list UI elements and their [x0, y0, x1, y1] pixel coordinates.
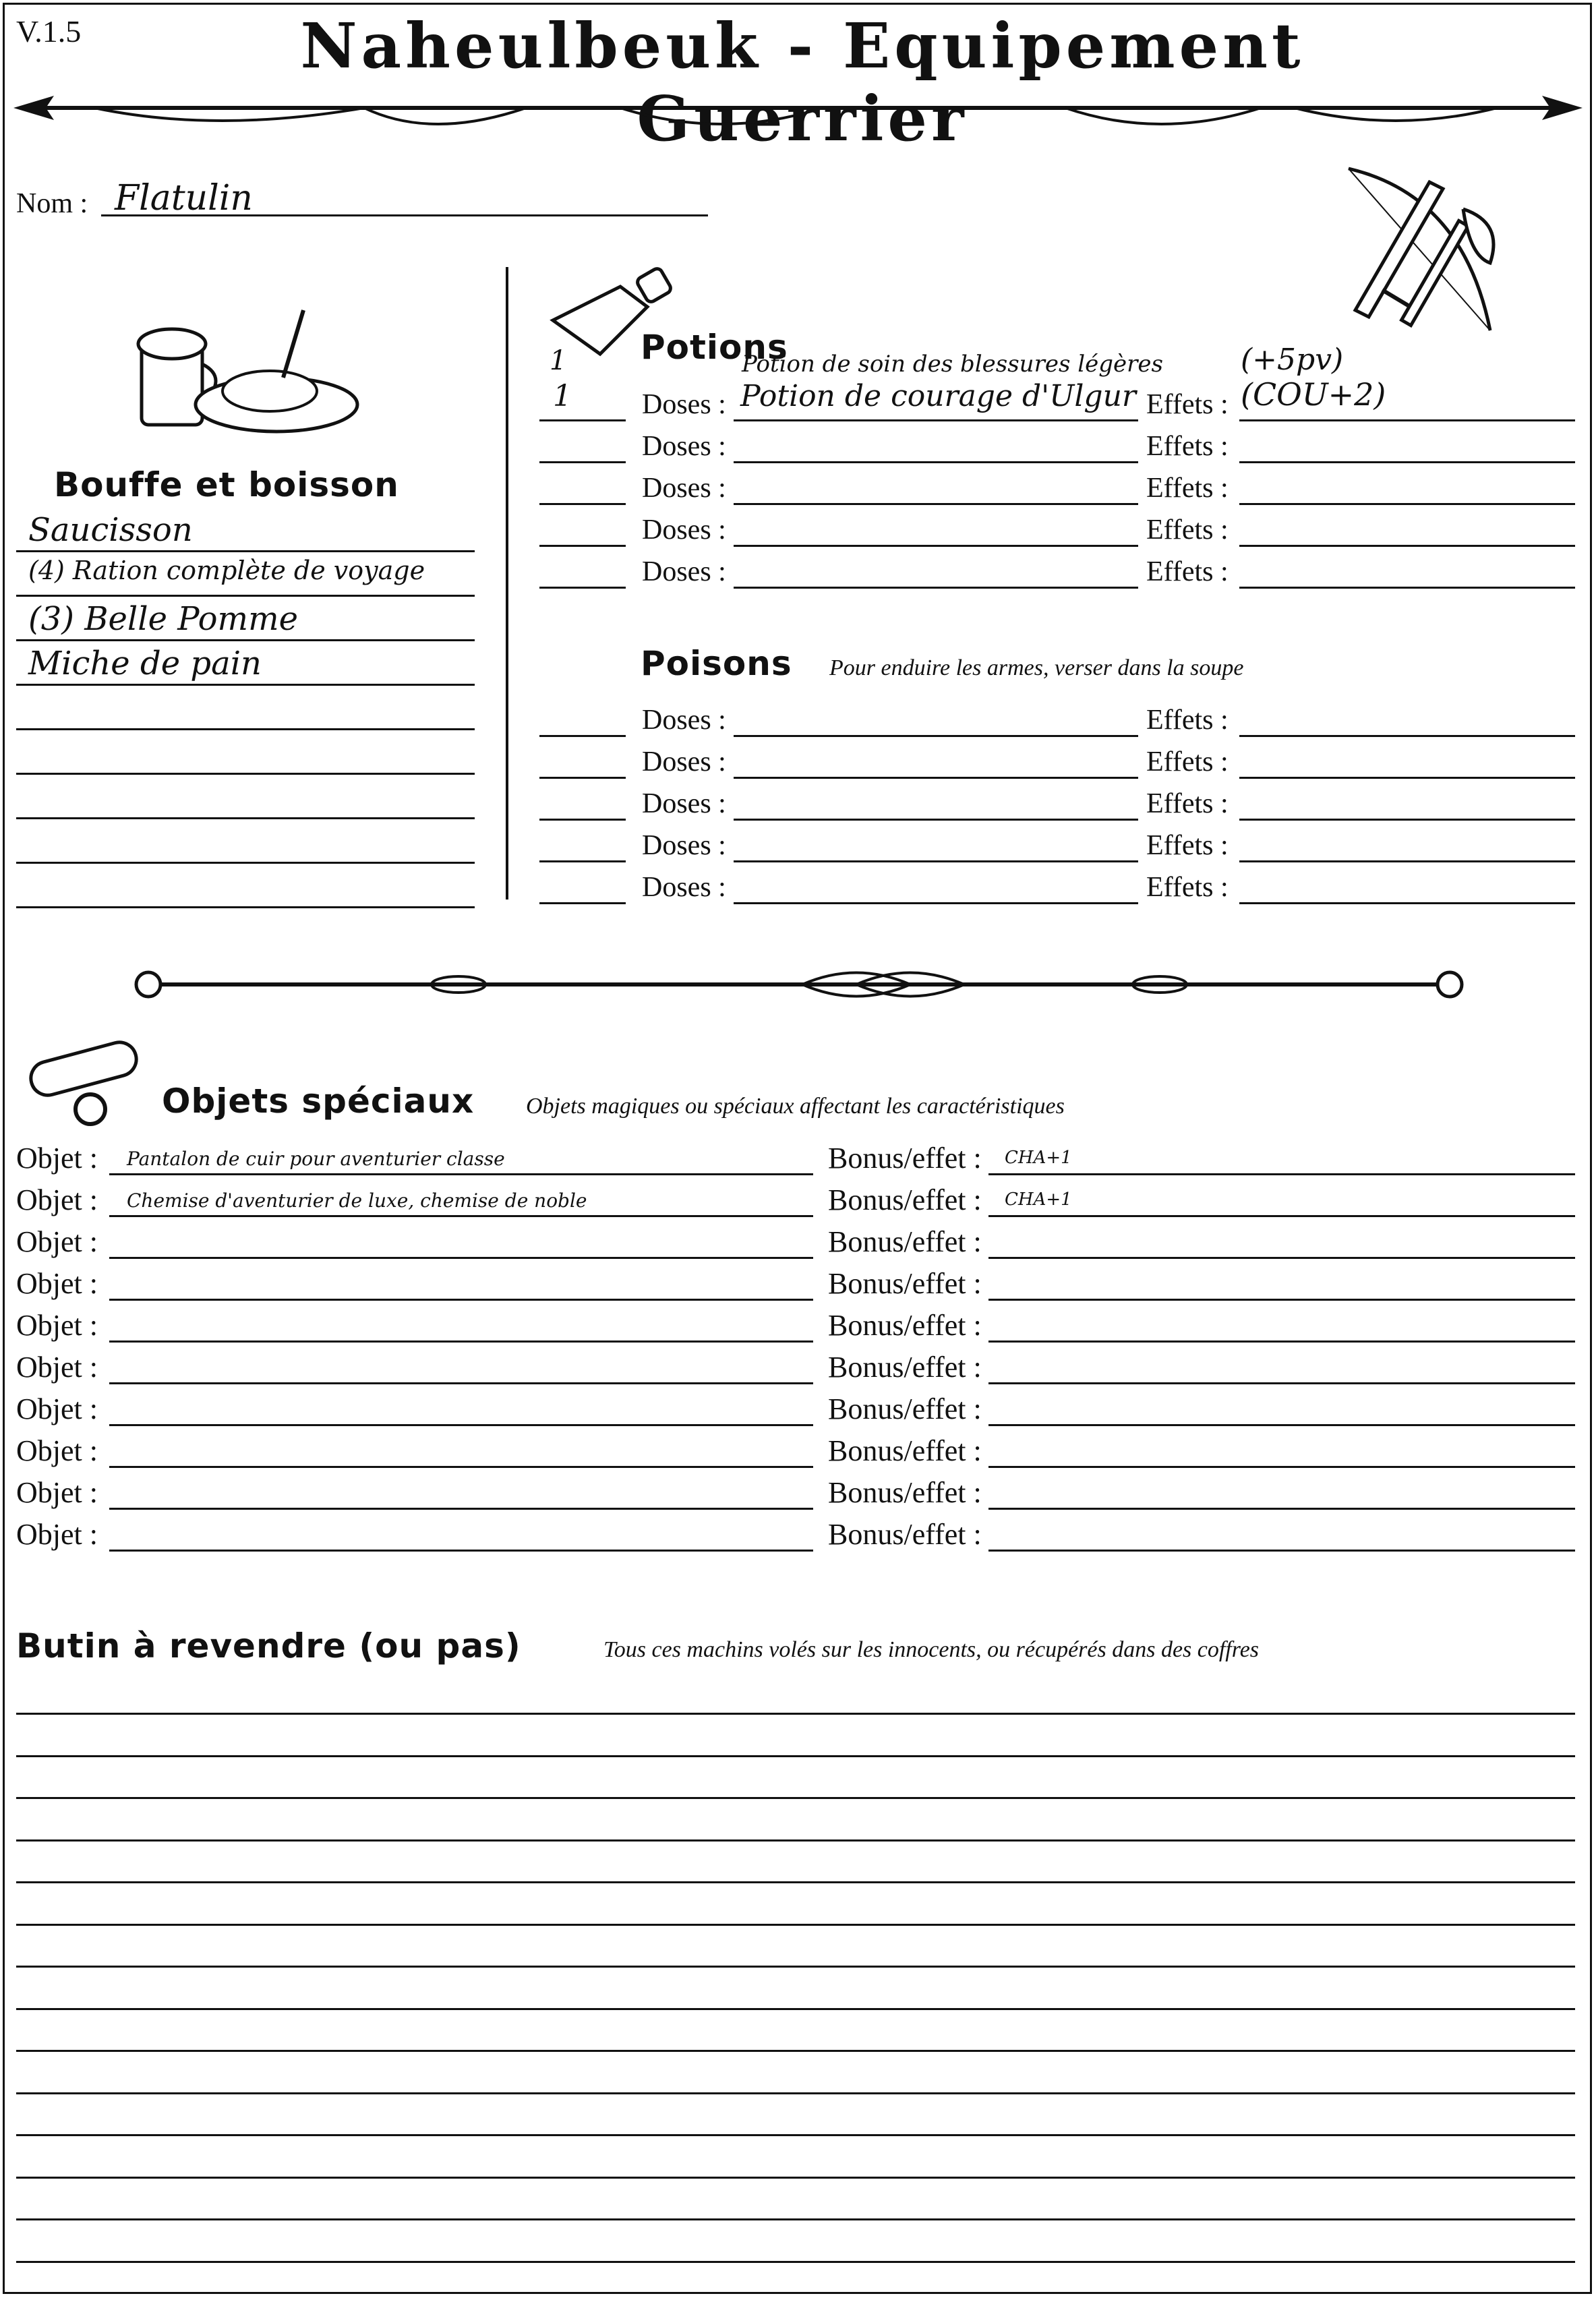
poison-doses-label: Doses :: [642, 746, 726, 777]
potion-name-field[interactable]: [734, 461, 1138, 463]
potion-name: Potion de soin des blessures légères: [742, 351, 1163, 378]
poison-effets-label: Effets :: [1146, 872, 1229, 903]
bouffe-item: Miche de pain: [28, 645, 262, 682]
poison-effect-field[interactable]: [1239, 860, 1575, 862]
objet-name-field[interactable]: [109, 1508, 813, 1510]
butin-line[interactable]: [16, 2177, 1575, 2179]
potion-effets-label: Effets :: [1146, 389, 1229, 420]
butin-line[interactable]: [16, 2261, 1575, 2263]
bouffe-title: Bouffe et boisson: [54, 465, 399, 504]
bouffe-line[interactable]: [16, 728, 475, 730]
objet-name-field[interactable]: [109, 1382, 813, 1384]
bouffe-item: (4) Ration complète de voyage: [28, 556, 425, 585]
potion-effect-field[interactable]: [1239, 587, 1575, 589]
column-divider: [506, 267, 508, 900]
butin-line[interactable]: [16, 1797, 1575, 1799]
bonus-label: Bonus/effet :: [828, 1309, 982, 1342]
poison-effect-field[interactable]: [1239, 902, 1575, 904]
bonus-label: Bonus/effet :: [828, 1476, 982, 1509]
bonus-field[interactable]: [988, 1257, 1575, 1259]
objet-label: Objet :: [16, 1309, 98, 1342]
bouffe-line[interactable]: [16, 817, 475, 819]
poison-doses-label: Doses :: [642, 872, 726, 903]
potion-effets-label: Effets :: [1146, 473, 1229, 504]
objet-name-field[interactable]: [109, 1215, 813, 1217]
potion-effect: (COU+2): [1241, 376, 1386, 413]
potion-effect-field[interactable]: [1239, 419, 1575, 421]
bouffe-line[interactable]: [16, 862, 475, 864]
spear-ornament-icon: [13, 86, 1583, 147]
scroll-ring-icon: [16, 1032, 158, 1133]
objet-name-field[interactable]: [109, 1424, 813, 1426]
potion-doses-label: Doses :: [642, 514, 726, 546]
poison-name-field[interactable]: [734, 735, 1138, 737]
nom-value: Flatulin: [115, 178, 253, 218]
bonus-value: CHA+1: [1005, 1189, 1072, 1210]
potion-effect-field[interactable]: [1239, 545, 1575, 547]
butin-line[interactable]: [16, 1713, 1575, 1715]
objet-label: Objet :: [16, 1351, 98, 1384]
butin-line[interactable]: [16, 2092, 1575, 2094]
bouffe-item: (3) Belle Pomme: [28, 600, 298, 638]
bonus-label: Bonus/effet :: [828, 1267, 982, 1300]
bonus-label: Bonus/effet :: [828, 1518, 982, 1551]
objet-label: Objet :: [16, 1392, 98, 1425]
bouffe-line[interactable]: [16, 906, 475, 908]
butin-line[interactable]: [16, 1881, 1575, 1883]
potion-effect: (+5pv): [1241, 343, 1344, 377]
potion-effets-label: Effets :: [1146, 556, 1229, 587]
poisons-title: Poisons: [641, 644, 792, 683]
objet-label: Objet :: [16, 1434, 98, 1467]
butin-line[interactable]: [16, 2134, 1575, 2136]
objet-name-field[interactable]: [109, 1257, 813, 1259]
bouffe-line[interactable]: [16, 595, 475, 597]
poison-effets-label: Effets :: [1146, 746, 1229, 777]
butin-line[interactable]: [16, 1924, 1575, 1926]
potion-qty-field[interactable]: [539, 545, 626, 547]
objet-label: Objet :: [16, 1225, 98, 1258]
objet-label: Objet :: [16, 1476, 98, 1509]
staff-ornament-icon: [128, 964, 1470, 1005]
bouffe-line[interactable]: [16, 684, 475, 686]
butin-line[interactable]: [16, 2050, 1575, 2052]
potion-name-field[interactable]: [734, 587, 1138, 589]
objet-name-field[interactable]: [109, 1173, 813, 1175]
potion-name-field[interactable]: [734, 419, 1138, 421]
bonus-label: Bonus/effet :: [828, 1225, 982, 1258]
objet-name: Pantalon de cuir pour aventurier classe: [127, 1148, 505, 1170]
potion-name-field[interactable]: [734, 545, 1138, 547]
bonus-field[interactable]: [988, 1550, 1575, 1552]
objet-name-field[interactable]: [109, 1340, 813, 1343]
potion-effets-label: Effets :: [1146, 514, 1229, 546]
objets-title: Objets spéciaux: [162, 1082, 475, 1121]
bonus-value: CHA+1: [1005, 1148, 1072, 1168]
butin-line[interactable]: [16, 2218, 1575, 2220]
nom-label: Nom :: [16, 188, 88, 219]
version-label: V.1.5: [16, 14, 82, 49]
poison-effect-field[interactable]: [1239, 819, 1575, 821]
bonus-label: Bonus/effet :: [828, 1142, 982, 1175]
bonus-field[interactable]: [988, 1215, 1575, 1217]
potion-doses-label: Doses :: [642, 389, 726, 420]
potion-qty: 1: [553, 379, 572, 413]
bonus-field[interactable]: [988, 1173, 1575, 1175]
bonus-field[interactable]: [988, 1299, 1575, 1301]
butin-line[interactable]: [16, 1755, 1575, 1757]
bonus-label: Bonus/effet :: [828, 1183, 982, 1216]
objet-label: Objet :: [16, 1183, 98, 1216]
objet-name-field[interactable]: [109, 1299, 813, 1301]
potion-effets-label: Effets :: [1146, 431, 1229, 462]
poison-qty-field[interactable]: [539, 902, 626, 904]
poison-doses-label: Doses :: [642, 705, 726, 736]
bonus-field[interactable]: [988, 1382, 1575, 1384]
butin-subtitle: Tous ces machins volés sur les innocents, ou récupérés dans des coffres: [603, 1637, 1260, 1662]
food-tankard-icon: [135, 303, 364, 438]
potion-doses-label: Doses :: [642, 473, 726, 504]
objet-label: Objet :: [16, 1267, 98, 1300]
poison-effets-label: Effets :: [1146, 705, 1229, 736]
objet-name: Chemise d'aventurier de luxe, chemise de noble: [127, 1189, 587, 1212]
bouffe-line[interactable]: [16, 773, 475, 775]
crossed-weapons-icon: [1328, 155, 1524, 337]
objet-name-field[interactable]: [109, 1550, 813, 1552]
poisons-subtitle: Pour enduire les armes, verser dans la soupe: [829, 655, 1244, 680]
potion-name-field[interactable]: [734, 503, 1138, 505]
potion-qty-field[interactable]: [539, 503, 626, 505]
poison-qty-field[interactable]: [539, 819, 626, 821]
bonus-field[interactable]: [988, 1508, 1575, 1510]
poison-effets-label: Effets :: [1146, 788, 1229, 819]
potions-title: Potions: [641, 328, 788, 367]
poison-name-field[interactable]: [734, 777, 1138, 779]
butin-title: Butin à revendre (ou pas): [16, 1626, 521, 1666]
potion-qty-field[interactable]: [539, 419, 626, 421]
potion-qty-field[interactable]: [539, 461, 626, 463]
poison-effets-label: Effets :: [1146, 830, 1229, 861]
potion-doses-label: Doses :: [642, 556, 726, 587]
butin-line[interactable]: [16, 1966, 1575, 1968]
poison-effect-field[interactable]: [1239, 735, 1575, 737]
potion-effect-field[interactable]: [1239, 461, 1575, 463]
potion-doses-label: Doses :: [642, 431, 726, 462]
poison-doses-label: Doses :: [642, 830, 726, 861]
objet-name-field[interactable]: [109, 1466, 813, 1468]
poison-name-field[interactable]: [734, 902, 1138, 904]
butin-line[interactable]: [16, 1839, 1575, 1842]
bonus-label: Bonus/effet :: [828, 1351, 982, 1384]
poison-qty-field[interactable]: [539, 860, 626, 862]
bonus-label: Bonus/effet :: [828, 1392, 982, 1425]
butin-line[interactable]: [16, 2008, 1575, 2010]
potion-qty-field[interactable]: [539, 587, 626, 589]
potion-name: Potion de courage d'Ulgur: [740, 379, 1136, 413]
poison-name-field[interactable]: [734, 819, 1138, 821]
potion-qty: 1: [550, 345, 567, 376]
poison-doses-label: Doses :: [642, 788, 726, 819]
poison-qty-field[interactable]: [539, 777, 626, 779]
potion-effect-field[interactable]: [1239, 503, 1575, 505]
objets-subtitle: Objets magiques ou spéciaux affectant les caractéristiques: [526, 1094, 1065, 1119]
objet-label: Objet :: [16, 1142, 98, 1175]
poison-qty-field[interactable]: [539, 735, 626, 737]
poison-effect-field[interactable]: [1239, 777, 1575, 779]
bonus-field[interactable]: [988, 1424, 1575, 1426]
objet-label: Objet :: [16, 1518, 98, 1551]
bonus-label: Bonus/effet :: [828, 1434, 982, 1467]
bouffe-item: Saucisson: [28, 511, 193, 549]
bouffe-line[interactable]: [16, 639, 475, 641]
bonus-field[interactable]: [988, 1466, 1575, 1468]
page-title: Naheulbeuk - Equipement Guerrier: [300, 9, 1305, 155]
bonus-field[interactable]: [988, 1340, 1575, 1343]
poison-name-field[interactable]: [734, 860, 1138, 862]
bouffe-line[interactable]: [16, 550, 475, 552]
